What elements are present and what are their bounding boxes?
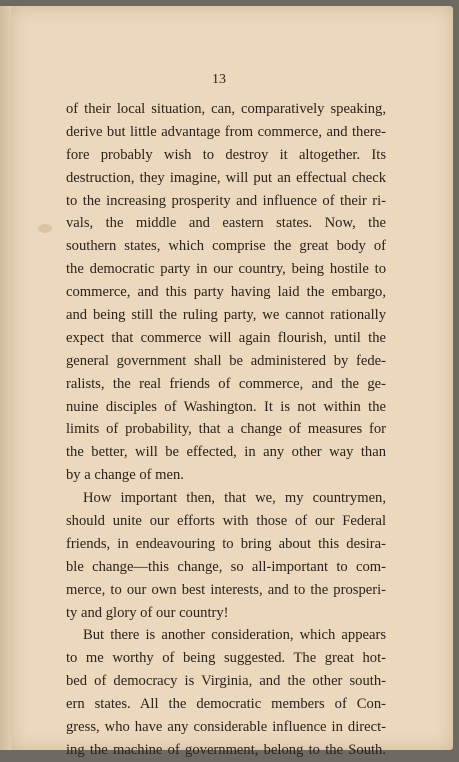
text-line: commerce, and this party having laid the embargo, — [66, 284, 386, 301]
text-line: vals, the middle and eastern states. Now, the — [66, 215, 386, 232]
page-number: 13 — [212, 72, 226, 87]
text-line: expect that commerce will again flourish, until the — [66, 329, 386, 346]
text-line: southern states, which comprise the great body of — [66, 238, 386, 255]
text-line: How important then, that we, my countrymen, — [83, 490, 386, 507]
text-line: ble change—this change, so all-important to com- — [66, 558, 386, 575]
text-line: the better, will be effected, in any other way than — [66, 444, 386, 461]
text-line: ralists, the real friends of commerce, and the ge- — [66, 375, 386, 392]
text-line: the democratic party in our country, being hostile to — [66, 261, 386, 278]
text-line: to me worthy of being suggested. The great hot- — [66, 650, 386, 667]
text-line: limits of probability, that a change of measures for — [66, 421, 386, 438]
text-line: gress, who have any considerable influence in direct- — [66, 719, 386, 736]
text-line: and being still the ruling party, we cannot rationally — [66, 307, 386, 324]
text-line: destruction, they imagine, will put an effectual check — [66, 169, 386, 186]
text-line: should unite our efforts with those of our Federal — [66, 513, 386, 530]
text-line: nuine disciples of Washington. It is not within the — [66, 398, 386, 415]
text-line: ern states. All the democratic members of Con- — [66, 696, 386, 713]
text-line: fore probably wish to destroy it altogether. Its — [66, 146, 386, 163]
text-line: merce, to our own best interests, and to the prosperi- — [66, 581, 386, 598]
text-line: But there is another consideration, which appears — [83, 627, 386, 644]
text-line: by a change of men. — [66, 467, 184, 484]
text-line: to the increasing prosperity and influence of their ri- — [66, 192, 386, 209]
text-line: general government shall be administered by fede- — [66, 352, 386, 369]
body-text — [66, 98, 386, 762]
paper-stain — [38, 224, 52, 233]
text-line: ing the machine of government, belong to the South. — [66, 741, 386, 758]
text-line: ty and glory of our country! — [66, 604, 229, 621]
text-line: bed of democracy is Virginia, and the other south- — [66, 673, 386, 690]
text-line: of their local situation, can, comparatively speaking, — [66, 101, 386, 117]
text-line: derive but little advantage from commerce, and there- — [66, 123, 386, 140]
text-line: friends, in endeavouring to bring about this desira- — [66, 535, 386, 552]
